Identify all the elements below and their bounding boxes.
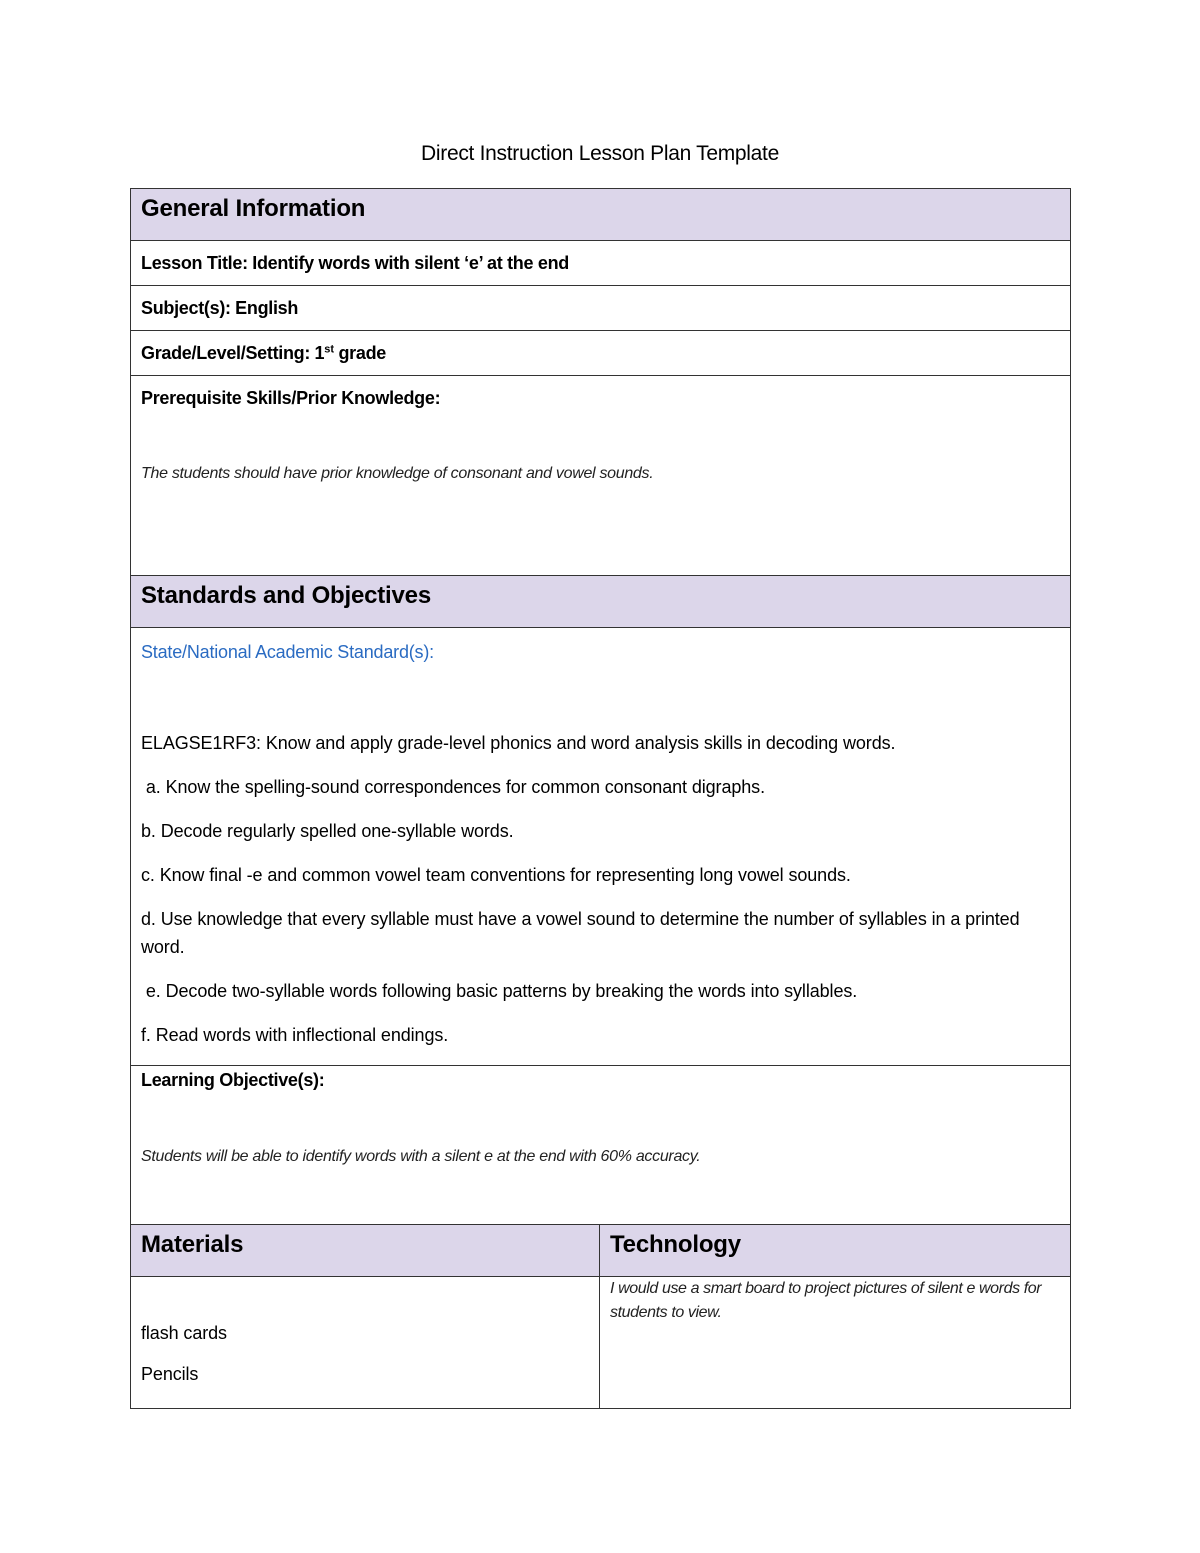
standard-line: b. Decode regularly spelled one-syllable words.	[141, 821, 514, 841]
lesson-title-label: Lesson Title:	[141, 253, 248, 273]
standards-row	[131, 628, 1071, 1066]
subject-label: Subject(s):	[141, 298, 231, 318]
subject-value: English	[235, 298, 299, 318]
standard-line: f. Read words with inflectional endings.	[141, 1025, 449, 1045]
standard-line: e. Decode two-syllable words following basic patterns by breaking the words into syllables.	[141, 981, 858, 1001]
standard-line: c. Know final -e and common vowel team conventions for representing long vowel sounds.	[141, 865, 851, 885]
prerequisite-row	[131, 376, 1071, 576]
lesson-title-value: Identify words with silent ‘e’ at the end	[252, 253, 569, 273]
lesson-title-row	[131, 241, 1071, 286]
technology-header: Technology	[610, 1231, 741, 1258]
grade-number: 1	[314, 343, 325, 363]
grade-word: grade	[338, 343, 386, 363]
technology-cell	[600, 1277, 1071, 1409]
grade-label: Grade/Level/Setting:	[141, 343, 311, 363]
standards-header-row	[131, 576, 1071, 628]
materials-technology-row	[131, 1277, 1071, 1409]
materials-cell	[131, 1277, 600, 1409]
material-item: Pencils	[141, 1364, 199, 1384]
grade-suffix: st	[324, 343, 334, 356]
objective-text: Students will be able to identify words with a silent e at the end with 60% accuracy.	[141, 1148, 701, 1165]
grade-row	[131, 331, 1071, 376]
prerequisite-text: The students should have prior knowledge of consonant and vowel sounds.	[141, 465, 654, 482]
subject-row	[131, 286, 1071, 331]
general-information-header: General Information	[141, 195, 366, 222]
objective-row	[131, 1066, 1071, 1225]
standard-label: State/National Academic Standard(s):	[141, 642, 434, 662]
prerequisite-label: Prerequisite Skills/Prior Knowledge:	[141, 388, 441, 408]
document-title: Direct Instruction Lesson Plan Template	[421, 142, 779, 165]
technology-text: I would use a smart board to project pictures of silent e words for students to view.	[610, 1280, 1042, 1321]
standard-line: d. Use knowledge that every syllable must have a vowel sound to determine the number of syllables in a printed word.	[141, 909, 1020, 957]
standard-line: ELAGSE1RF3: Know and apply grade-level phonics and word analysis skills in decoding words.	[141, 733, 896, 753]
lesson-plan-table	[130, 188, 1071, 1409]
materials-technology-header-row	[131, 1225, 1071, 1277]
objective-label: Learning Objective(s):	[141, 1070, 325, 1090]
general-information-header-row	[131, 189, 1071, 241]
standards-header: Standards and Objectives	[141, 582, 431, 609]
standard-line: a. Know the spelling-sound correspondences for common consonant digraphs.	[141, 777, 765, 797]
materials-header: Materials	[141, 1231, 244, 1258]
material-item: flash cards	[141, 1323, 227, 1343]
